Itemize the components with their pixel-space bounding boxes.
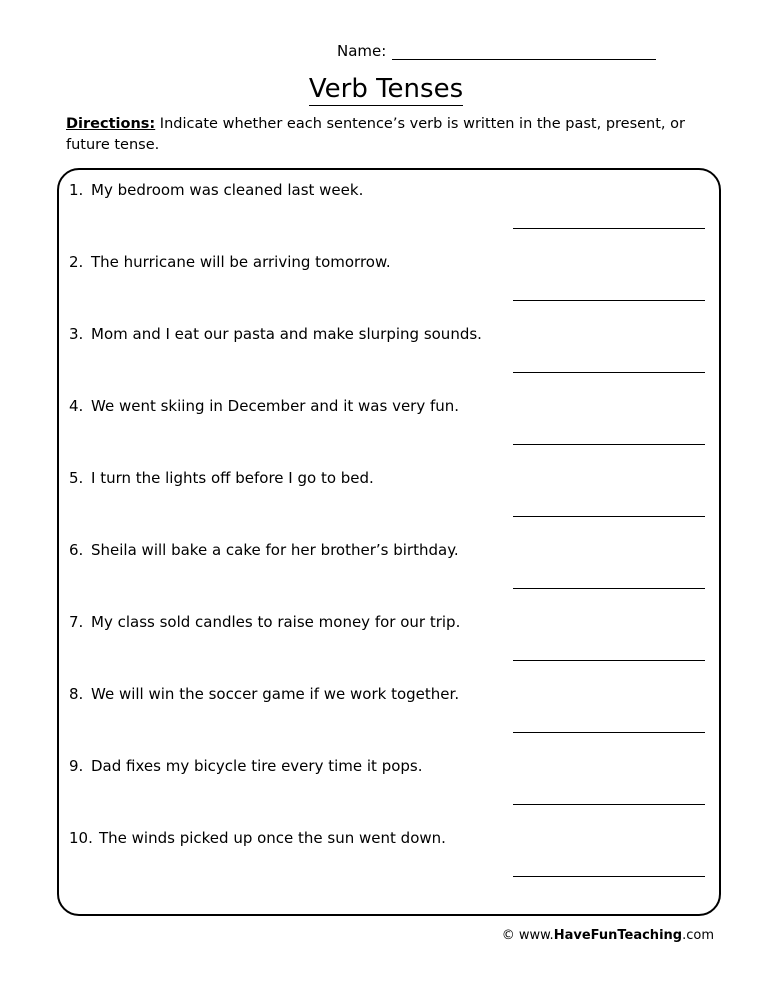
question-number: 4.	[69, 397, 84, 415]
question-number: 1.	[69, 181, 84, 199]
list-item	[69, 468, 713, 540]
question-sentence: My bedroom was cleaned last week.	[91, 181, 364, 199]
question-sentence: The winds picked up once the sun went down.	[99, 829, 446, 847]
question-number: 2.	[69, 253, 84, 271]
list-item	[69, 828, 713, 900]
question-number: 6.	[69, 541, 84, 559]
question-text	[69, 684, 459, 704]
footer-site: HaveFunTeaching	[553, 928, 683, 943]
list-item	[69, 684, 713, 756]
question-sentence: Dad fixes my bicycle tire every time it pops.	[91, 757, 423, 775]
answer-line[interactable]	[513, 588, 705, 589]
page-title-text: Verb Tenses	[308, 74, 464, 104]
answer-line[interactable]	[513, 660, 705, 661]
question-number: 3.	[69, 325, 84, 343]
questions-list	[59, 170, 719, 914]
list-item	[69, 756, 713, 828]
question-number: 5.	[69, 469, 84, 487]
footer-tld: .com	[682, 928, 714, 943]
question-sentence: We will win the soccer game if we work together.	[91, 685, 460, 703]
answer-line[interactable]	[513, 732, 705, 733]
question-text	[69, 252, 391, 272]
answer-line[interactable]	[513, 876, 705, 877]
question-number: 8.	[69, 685, 84, 703]
name-label: Name:	[337, 42, 387, 60]
question-sentence: We went skiing in December and it was very fun.	[91, 397, 460, 415]
question-number: 7.	[69, 613, 84, 631]
answer-line[interactable]	[513, 372, 705, 373]
answer-line[interactable]	[513, 516, 705, 517]
answer-line[interactable]	[513, 228, 705, 229]
name-field-row	[337, 42, 656, 60]
question-sentence: I turn the lights off before I go to bed.	[91, 469, 374, 487]
footer-credit	[0, 928, 772, 944]
question-sentence: The hurricane will be arriving tomorrow.	[91, 253, 391, 271]
question-text	[69, 540, 459, 560]
question-number: 9.	[69, 757, 84, 775]
answer-line[interactable]	[513, 804, 705, 805]
footer-copyright: © www.	[501, 928, 554, 943]
question-text	[69, 396, 459, 416]
question-sentence: Mom and I eat our pasta and make slurping sounds.	[91, 325, 482, 343]
list-item	[69, 612, 713, 684]
name-input-line[interactable]	[392, 44, 656, 60]
directions-label: Directions:	[66, 116, 156, 132]
page-title	[0, 73, 772, 105]
list-item	[69, 180, 713, 252]
question-text	[69, 756, 423, 776]
questions-box	[57, 168, 721, 916]
list-item	[69, 540, 713, 612]
question-text	[69, 180, 363, 200]
question-number: 10.	[69, 829, 93, 847]
question-sentence: My class sold candles to raise money for our trip.	[91, 613, 461, 631]
question-text	[69, 612, 460, 632]
directions-text: Indicate whether each sentence’s verb is written in the past, present, or future tense.	[66, 116, 685, 153]
answer-line[interactable]	[513, 444, 705, 445]
question-text	[69, 324, 482, 344]
list-item	[69, 324, 713, 396]
list-item	[69, 252, 713, 324]
directions	[66, 114, 706, 156]
list-item	[69, 396, 713, 468]
answer-line[interactable]	[513, 300, 705, 301]
question-text	[69, 828, 446, 848]
question-sentence: Sheila will bake a cake for her brother’s birthday.	[91, 541, 459, 559]
question-text	[69, 468, 374, 488]
